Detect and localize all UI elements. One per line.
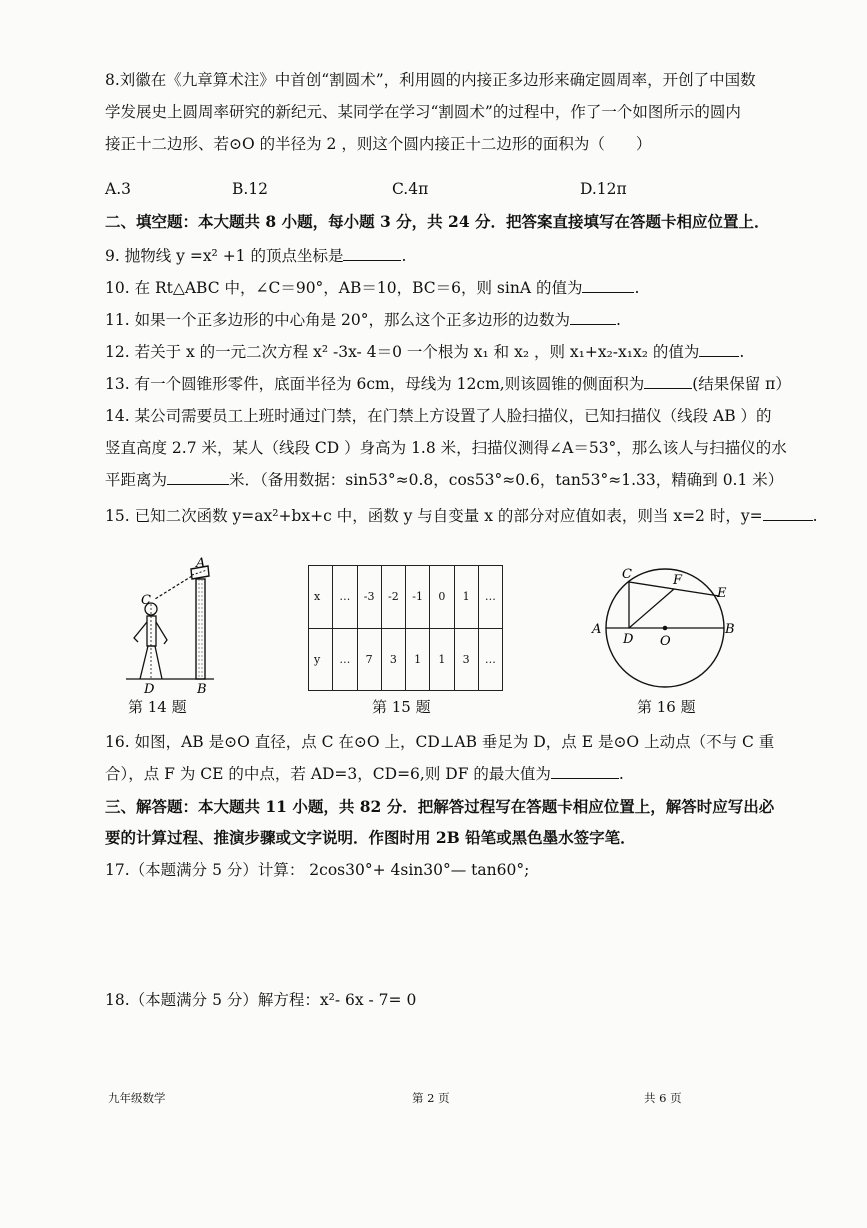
table-cell: 1 bbox=[430, 628, 454, 691]
footer-subject: 九年级数学 bbox=[108, 1091, 166, 1105]
fig16-label-b: B bbox=[725, 622, 735, 637]
q11-text: 11. 如果一个正多边形的中心角是 20°，那么这个正多边形的边数为 bbox=[105, 311, 570, 329]
q15-answer-blank bbox=[763, 506, 813, 521]
table-cell: -2 bbox=[381, 566, 405, 629]
q18: 18.（本题满分 5 分）解方程：x²- 6x - 7= 0 bbox=[105, 991, 417, 1009]
q12-answer-blank bbox=[699, 342, 739, 357]
person-arm-right bbox=[156, 622, 167, 644]
fig14-label-d: D bbox=[144, 682, 155, 697]
q17: 17.（本题满分 5 分）计算： 2cos30°+ 4sin30°— tan60°; bbox=[105, 861, 530, 879]
fig14-label-c: C bbox=[141, 593, 151, 608]
section3-line1: 三、解答题：本大题共 11 小题，共 82 分．把解答过程写在答题卡相应位置上，解答时应写出必 bbox=[105, 797, 775, 816]
q9 bbox=[105, 246, 406, 266]
q9-answer-blank bbox=[343, 246, 401, 261]
q11-end: . bbox=[615, 311, 621, 329]
q8-line2: 学发展史上圆周率研究的新纪元、某同学在学习“割圆术”的过程中，作了一个如图所示的圆内 bbox=[105, 103, 741, 121]
person-legs bbox=[140, 646, 162, 679]
table-row bbox=[309, 566, 503, 629]
q8-line3: 接正十二边形、若⊙O 的半径为 2 ，则这个圆内接正十二边形的面积为（ ） bbox=[105, 135, 652, 153]
q10 bbox=[105, 278, 639, 298]
table-cell: … bbox=[333, 628, 357, 691]
q16-end: . bbox=[618, 765, 624, 783]
fig16-label-f: F bbox=[673, 573, 683, 588]
q16-line1: 16. 如图，AB 是⊙O 直径，点 C 在⊙O 上，CD⊥AB 垂足为 D，点 E 是⊙O 上动点（不与 C 重 bbox=[105, 733, 775, 751]
q12 bbox=[105, 342, 744, 362]
table-cell: … bbox=[478, 566, 502, 629]
q11-answer-blank bbox=[570, 310, 616, 325]
table-cell: x bbox=[309, 566, 333, 629]
fig14-label-a: A bbox=[196, 556, 206, 571]
q12-end: . bbox=[739, 343, 745, 361]
table-cell: 0 bbox=[430, 566, 454, 629]
person-arm-left bbox=[134, 622, 147, 642]
section3-line2: 要的计算过程、推演步骤或文字说明．作图时用 2B 铅笔或黑色墨水签字笔． bbox=[105, 828, 636, 847]
table-cell: … bbox=[333, 566, 357, 629]
footer-total-pages: 共 6 页 bbox=[644, 1091, 682, 1105]
table-cell: 3 bbox=[381, 628, 405, 691]
fig16-label-c: C bbox=[622, 567, 632, 582]
table-cell: 7 bbox=[357, 628, 381, 691]
fig15-caption: 第 15 题 bbox=[372, 698, 431, 716]
q15-text: 15. 已知二次函数 y=ax²+bx+c 中，函数 y 与自变量 x 的部分对应值如表，则当 x=2 时，y= bbox=[105, 507, 763, 525]
q16-line2 bbox=[105, 764, 624, 784]
q8-option-a: A.3 bbox=[105, 180, 131, 198]
q13 bbox=[105, 374, 791, 394]
q15 bbox=[105, 506, 818, 526]
q10-answer-blank bbox=[582, 278, 634, 293]
fig16-caption: 第 16 题 bbox=[637, 698, 696, 716]
q9-text: 9. 抛物线 y =x² +1 的顶点坐标是 bbox=[105, 247, 344, 265]
figure-14 bbox=[120, 552, 230, 697]
section2-heading: 二、填空题：本大题共 8 小题，每小题 3 分，共 24 分．把答案直接填写在答题卡相应位置上． bbox=[105, 212, 770, 231]
q14-line3 bbox=[105, 470, 783, 490]
q16-answer-blank bbox=[551, 764, 619, 779]
segment-df bbox=[629, 589, 674, 628]
q16-text: 合），点 F 为 CE 的中点，若 AD=3，CD=6,则 DF 的最大值为 bbox=[105, 765, 551, 783]
q8-option-b: B.12 bbox=[232, 180, 269, 198]
q8-line1: 8.刘徽在《九章算术注》中首创“割圆术”，利用圆的内接正多边形来确定圆周率，开创了中国数 bbox=[105, 71, 756, 89]
q14-text: 平距离为 bbox=[105, 471, 168, 489]
table-cell: 1 bbox=[406, 628, 430, 691]
person-body bbox=[147, 616, 156, 646]
table-cell: 3 bbox=[454, 628, 478, 691]
fig16-label-d: D bbox=[623, 632, 634, 647]
q14-line1: 14. 某公司需要员工上班时通过门禁，在门禁上方设置了人脸扫描仪，已知扫描仪（线段 AB ）的 bbox=[105, 407, 772, 425]
q15-end: . bbox=[812, 507, 818, 525]
table-cell: 1 bbox=[454, 566, 478, 629]
gate-post bbox=[196, 579, 205, 679]
q11 bbox=[105, 310, 621, 330]
q13-text: 13. 有一个圆锥形零件，底面半径为 6cm，母线为 12cm,则该圆锥的侧面积为 bbox=[105, 375, 645, 393]
q13-answer-blank bbox=[644, 374, 692, 389]
q14-line2: 竖直高度 2.7 米，某人（线段 CD ）身高为 1.8 米，扫描仪测得∠A＝53°，那么该人与扫描仪的水 bbox=[105, 439, 787, 457]
q13-end: (结果保留 π） bbox=[692, 375, 791, 393]
fig15-value-table bbox=[308, 565, 503, 691]
fig16-label-a: A bbox=[592, 622, 602, 637]
table-row bbox=[309, 628, 503, 691]
table-cell: -3 bbox=[357, 566, 381, 629]
q8-option-c: C.4π bbox=[392, 180, 429, 198]
table-cell: … bbox=[478, 628, 502, 691]
q10-text: 10. 在 Rt△ABC 中，∠C＝90°，AB＝10，BC＝6，则 sinA 的值为 bbox=[105, 279, 583, 297]
sight-line bbox=[155, 576, 192, 599]
q14-end: 米．（备用数据：sin53°≈0.8，cos53°≈0.6，tan53°≈1.33，精确到 0.1 米） bbox=[229, 471, 784, 489]
table-cell: y bbox=[309, 628, 333, 691]
q8-option-d: D.12π bbox=[580, 180, 627, 198]
figure-16 bbox=[585, 560, 745, 695]
q14-answer-blank bbox=[167, 470, 229, 485]
q9-end: . bbox=[401, 247, 407, 265]
q10-end: . bbox=[634, 279, 640, 297]
fig16-label-o: O bbox=[660, 634, 671, 649]
footer-page-number: 第 2 页 bbox=[412, 1091, 450, 1105]
fig16-label-e: E bbox=[717, 586, 727, 601]
fig14-caption: 第 14 题 bbox=[128, 698, 187, 716]
table-cell: -1 bbox=[406, 566, 430, 629]
fig14-label-b: B bbox=[197, 682, 207, 697]
center-dot bbox=[663, 626, 668, 631]
q12-text: 12. 若关于 x 的一元二次方程 x² -3x- 4＝0 一个根为 x₁ 和 x₂ ，则 x₁+x₂-x₁x₂ 的值为 bbox=[105, 343, 700, 361]
